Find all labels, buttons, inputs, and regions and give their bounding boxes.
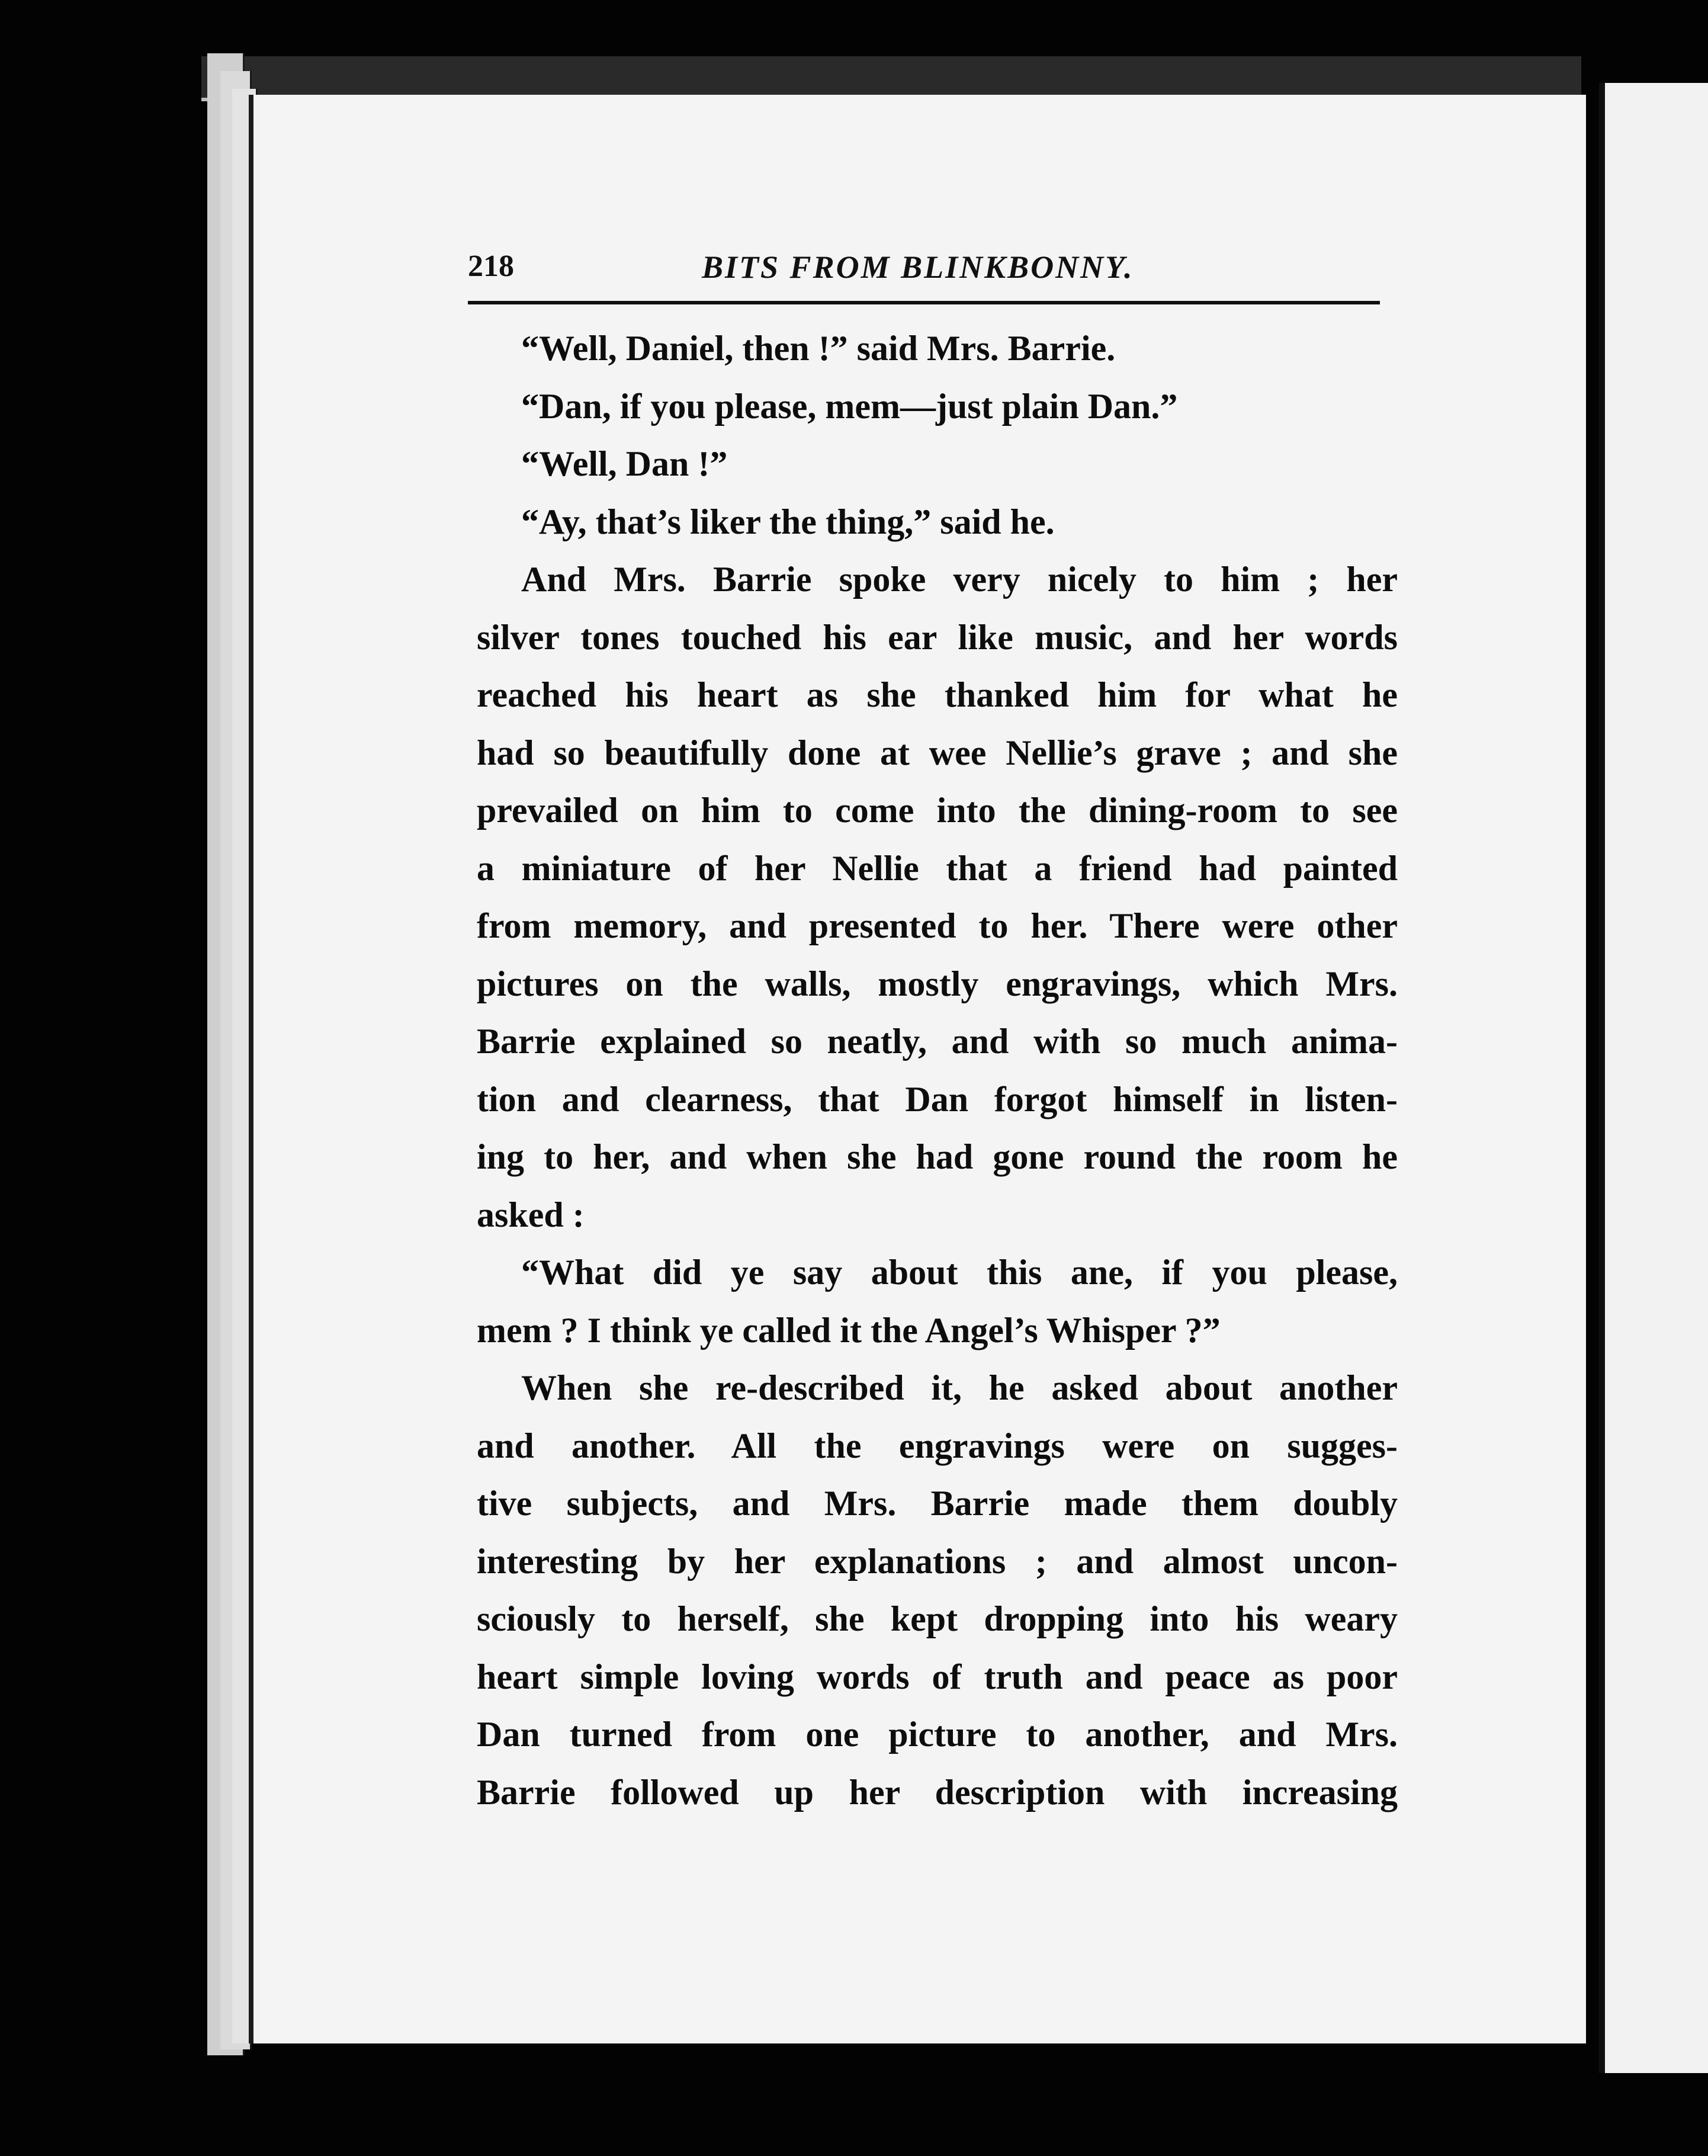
text-line: sciously to herself, she kept dropping into his weary bbox=[477, 1599, 1398, 1638]
text-line: Barrie explained so neatly, and with so much anima- bbox=[477, 1022, 1398, 1061]
page-number: 218 bbox=[468, 249, 514, 283]
text-line: And Mrs. Barrie spoke very nicely to him ; her bbox=[521, 560, 1398, 599]
text-line: prevailed on him to come into the dining-room to see bbox=[477, 791, 1398, 830]
text-line: tive subjects, and Mrs. Barrie made them doubly bbox=[477, 1484, 1398, 1523]
text-line: tion and clearness, that Dan forgot himself in listen- bbox=[477, 1079, 1398, 1119]
text-line: reached his heart as she thanked him for what he bbox=[477, 675, 1398, 714]
text-line: “Well, Daniel, then !” said Mrs. Barrie. bbox=[521, 329, 1116, 368]
page-header bbox=[468, 249, 1380, 302]
text-line: “Dan, if you please, mem—just plain Dan.” bbox=[521, 386, 1178, 426]
text-line: and another. All the engravings were on sugges- bbox=[477, 1426, 1398, 1465]
text-line: “What did ye say about this ane, if you please, bbox=[521, 1253, 1398, 1292]
header-rule bbox=[468, 301, 1380, 304]
text-line: “Well, Dan !” bbox=[521, 444, 728, 483]
text-line: When she re-described it, he asked about another bbox=[521, 1368, 1398, 1407]
text-line: “Ay, that’s liker the thing,” said he. bbox=[521, 502, 1055, 541]
running-head: BITS FROM BLINKBONNY. bbox=[702, 249, 1134, 285]
text-line: silver tones touched his ear like music, and her words bbox=[477, 617, 1398, 657]
body-text bbox=[477, 320, 1398, 1821]
text-line: Barrie followed up her description with increasing bbox=[477, 1772, 1398, 1812]
facing-page-edge bbox=[1599, 83, 1708, 2073]
text-line: Dan turned from one picture to another, and Mrs. bbox=[477, 1715, 1398, 1754]
text-line: a miniature of her Nellie that a friend had painted bbox=[477, 848, 1398, 888]
text-line: from memory, and presented to her. There were other bbox=[477, 906, 1398, 945]
text-line: asked : bbox=[477, 1195, 585, 1234]
text-line: mem ? I think ye called it the Angel’s Whisper ?” bbox=[477, 1310, 1221, 1350]
text-line: interesting by her explanations ; and almost uncon- bbox=[477, 1541, 1398, 1581]
text-line: pictures on the walls, mostly engravings, which Mrs. bbox=[477, 964, 1398, 1003]
text-line: heart simple loving words of truth and peace as poor bbox=[477, 1657, 1398, 1696]
text-line: had so beautifully done at wee Nellie’s grave ; and she bbox=[477, 733, 1398, 772]
text-line: ing to her, and when she had gone round the room he bbox=[477, 1137, 1398, 1176]
